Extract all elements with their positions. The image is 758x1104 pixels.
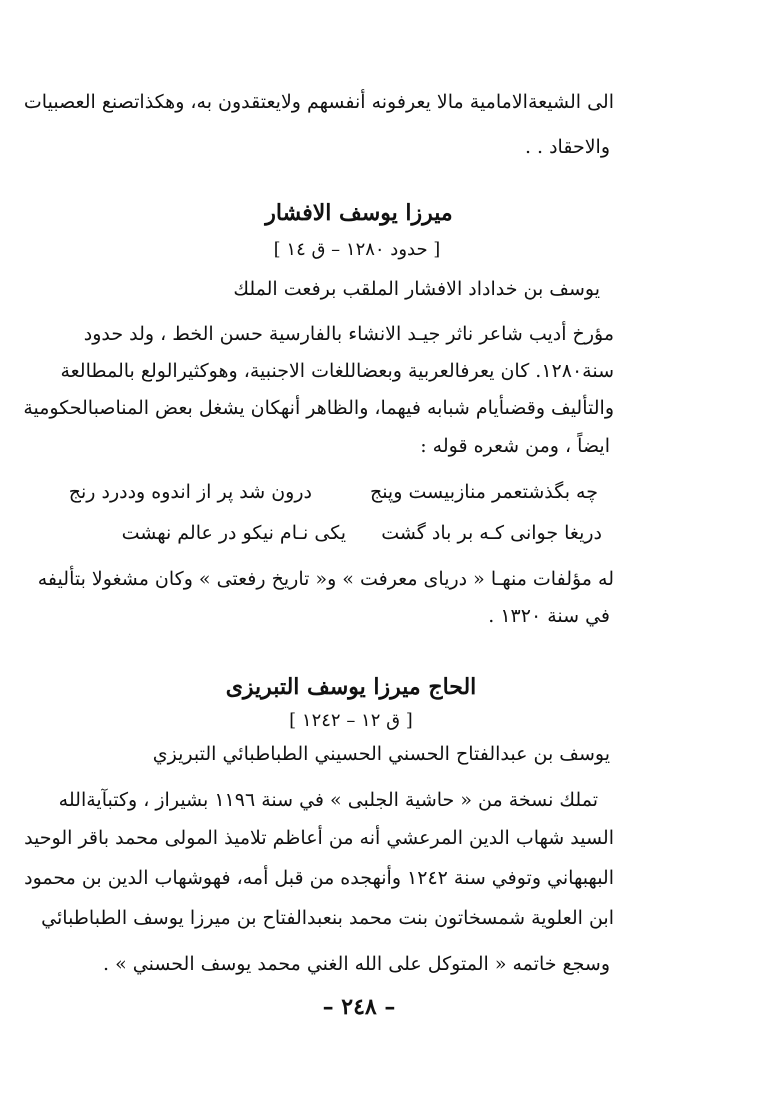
entry-1-para-line-1: مؤرخ أديب شاعر ناثر جيـد الانشاء بالفارسية حسن الخط ، ولد حدود: [83, 323, 614, 345]
entry-1-title: ميرزا يوسف الافشار: [265, 200, 453, 226]
entry-1-works-line-2: في سنة ١٣٢٠ .: [488, 605, 610, 627]
entry-2-name: يوسف بن عبدالفتاح الحسني الحسيني الطباطبائي التبريزي: [152, 743, 610, 765]
entry-2-para-line-3: البهبهاني وتوفي سنة ١٢٤٢ وأنهجده من قبل أمه، فهوشهاب الدين بن محمود: [24, 867, 614, 889]
entry-2-para-line-5: وسجع خاتمه « المتوكل على الله الغني محمد يوسف الحسني » .: [103, 953, 610, 975]
entry-1-name: يوسف بن خداداد الافشار الملقب برفعت الملك: [233, 278, 600, 300]
verse-2-first-hemistich: دريغا جوانى كـه بر باد گشت: [381, 522, 602, 544]
entry-2-para-line-2: السيد شهاب الدين المرعشي أنه من أعاظم تلاميذ المولى محمد باقر الوحيد: [24, 827, 614, 849]
verse-2-second-hemistich: يكى نـام نيكو در عالم نهشت: [121, 522, 346, 544]
intro-line-1: الى الشيعةالامامية مالا يعرفونه أنفسهم ولايعتقدون به، وهكذاتصنع العصبيات: [23, 91, 614, 113]
entry-1-para-line-3: والتأليف وقضىأيام شبابه فيهما، والظاهر أنهكان يشغل بعض المناصبالحكومية: [23, 397, 614, 419]
entry-1-para-line-4: ايضاً ، ومن شعره قوله :: [420, 435, 610, 457]
entry-2-para-line-4: ابن العلوية شمسخاتون بنت محمد بنعبدالفتاح بن ميرزا يوسف الطباطبائي: [41, 907, 614, 929]
verse-1-first-hemistich: چه بگذشتعمر منازبيست وپنج: [369, 481, 598, 503]
page-number: – ٢٤٨ –: [322, 994, 396, 1020]
entry-2-para-line-1: تملك نسخة من « حاشية الجلبى » في سنة ١١٩٦ بشيراز ، وكتبآيةالله: [58, 789, 598, 811]
entry-1-works-line-1: له مؤلفات منهـا « درياى معرفت » و« تاريخ رفعتى » وكان مشغولا بتأليفه: [37, 568, 614, 590]
entry-2-title: الحاج ميرزا يوسف التبريزى: [225, 674, 477, 700]
entry-1-date: [ حدود ١٢٨٠ – ق ١٤ ]: [273, 239, 441, 260]
intro-line-2: والاحقاد . .: [524, 136, 610, 158]
entry-1-para-line-2: سنة١٢٨٠. كان يعرفالعربية وبعضاللغات الاجنبية، وهوكثيرالولع بالمطالعة: [60, 360, 614, 382]
entry-2-date: [ ق ١٢ – ١٢٤٢ ]: [289, 710, 413, 731]
verse-1-second-hemistich: درون شد پر از اندوه وددرد رنج: [68, 481, 312, 503]
